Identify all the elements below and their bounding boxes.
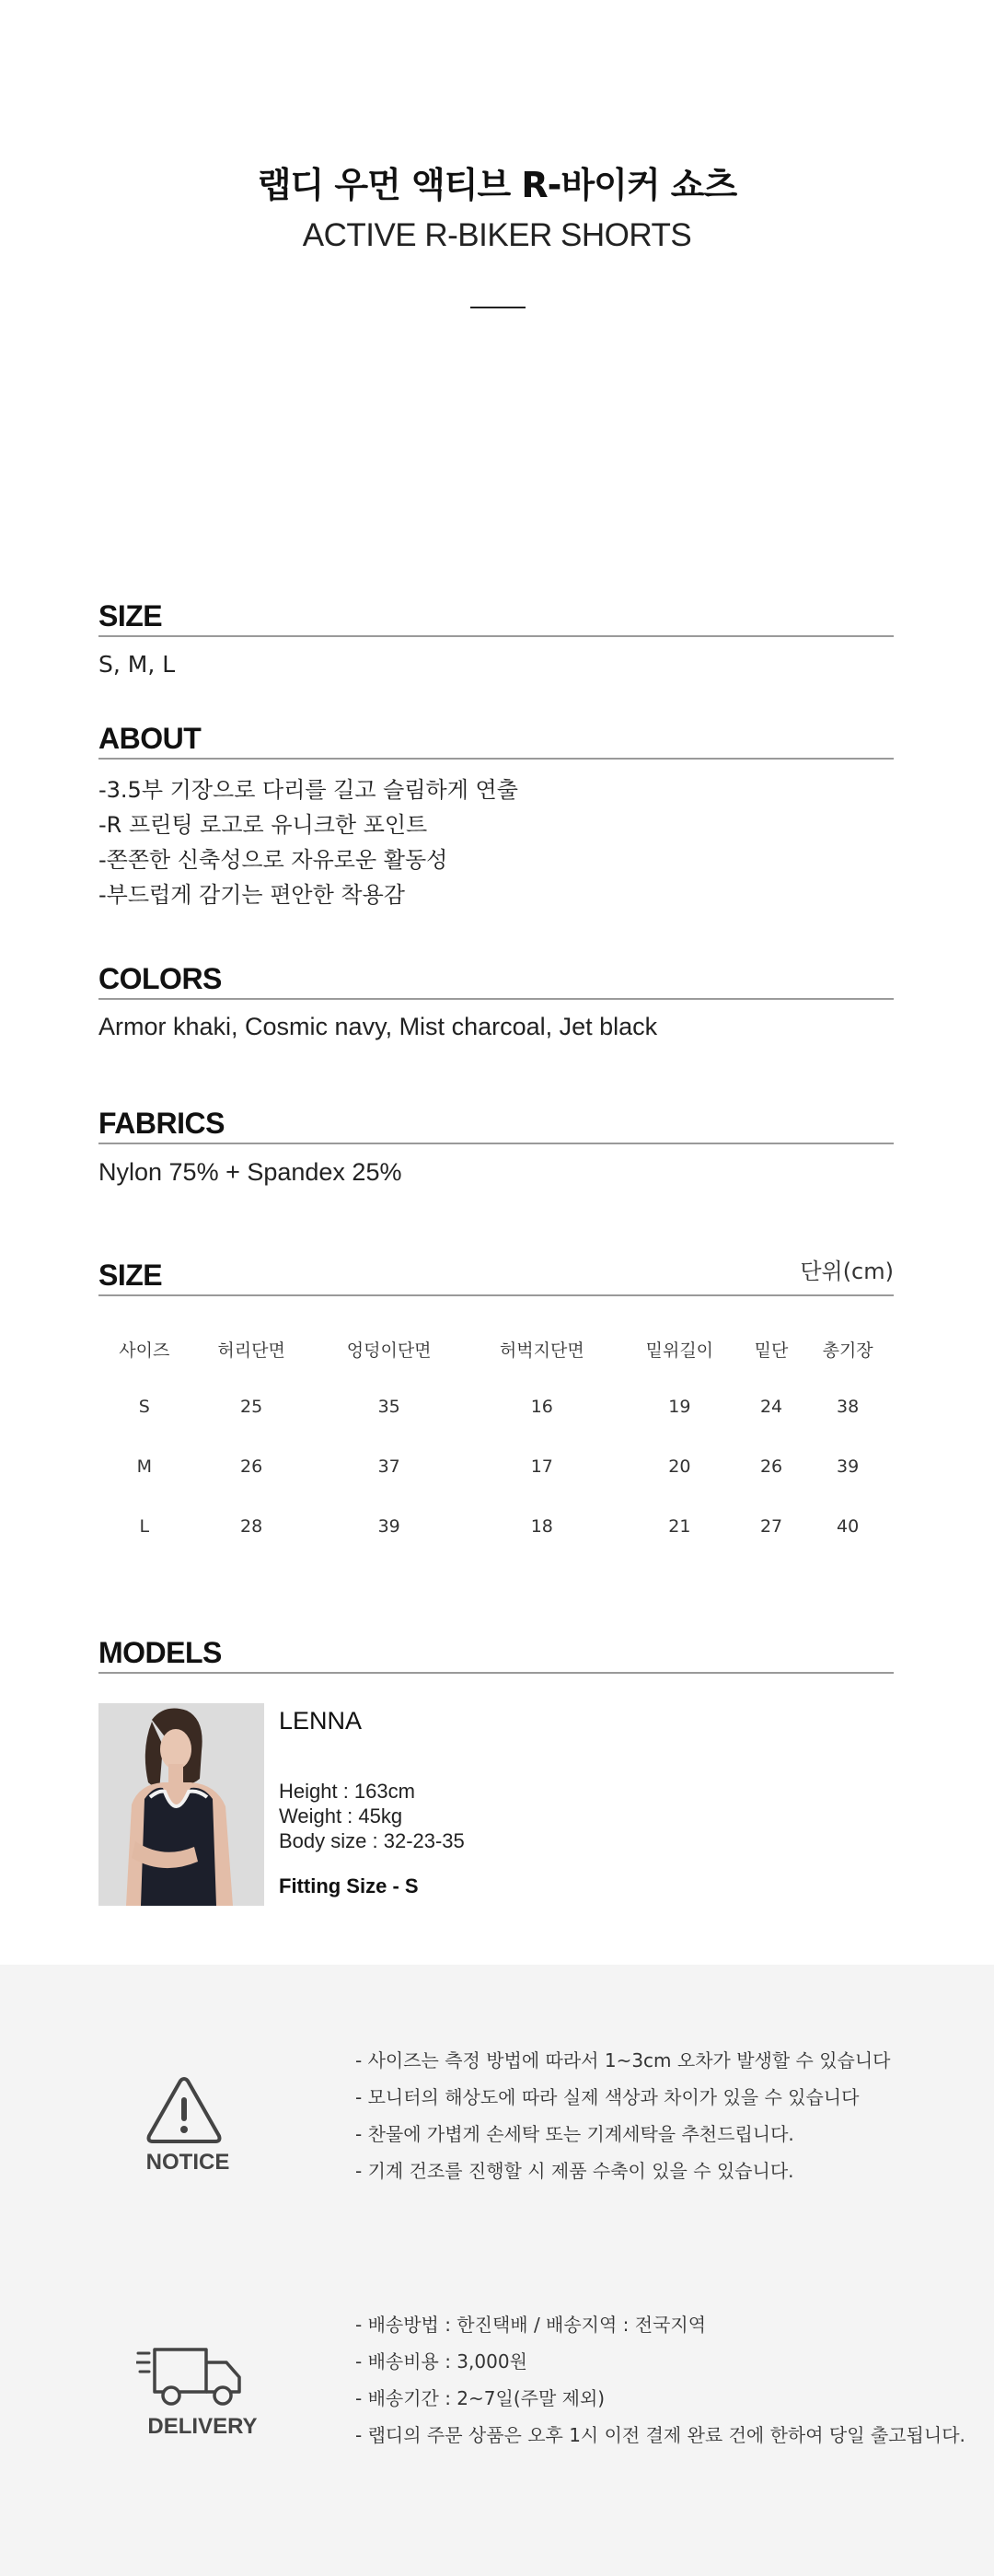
about-item: -쫀쫀한 신축성으로 자유로운 활동성 xyxy=(98,847,448,873)
size-table-header-cell: 사이즈 xyxy=(119,1340,170,1361)
fabrics-heading: FABRICS xyxy=(98,1107,225,1140)
about-item: -R 프린팅 로고로 유니크한 포인트 xyxy=(98,812,428,838)
about-list xyxy=(98,772,518,912)
table-cell: 25 xyxy=(240,1396,263,1417)
about-section-header xyxy=(98,708,894,760)
product-title-korean: 랩디 우먼 액티브 R-바이커 쇼츠 xyxy=(257,165,737,205)
delivery-label: DELIVERY xyxy=(147,2414,258,2439)
model-photo xyxy=(98,1703,264,1906)
model-figure-icon xyxy=(98,1703,264,1906)
table-cell: 19 xyxy=(668,1396,691,1417)
delivery-item: - 배송방법 : 한진택배 / 배송지역 : 전국지역 xyxy=(355,2314,707,2336)
size-table-header-cell: 허벅지단면 xyxy=(499,1340,584,1361)
notice-item: - 모니터의 해상도에 따라 실제 색상과 차이가 있을 수 있습니다 xyxy=(355,2086,860,2108)
size-table-header-cell: 엉덩이단면 xyxy=(346,1340,432,1361)
notice-item: - 기계 건조를 진행할 시 제품 수축이 있을 수 있습니다. xyxy=(355,2160,794,2182)
models-heading: MODELS xyxy=(98,1636,222,1669)
size-table-header-cell: 밑단 xyxy=(754,1340,789,1361)
colors-value: Armor khaki, Cosmic navy, Mist charcoal, Jet black xyxy=(98,1013,658,1040)
size-heading: SIZE xyxy=(98,599,163,632)
table-cell: 39 xyxy=(377,1515,400,1537)
size-chart-heading: SIZE xyxy=(98,1259,163,1292)
table-cell: 26 xyxy=(759,1456,783,1477)
table-cell: 26 xyxy=(240,1456,263,1477)
table-cell: 27 xyxy=(759,1515,783,1537)
table-cell: M xyxy=(136,1456,153,1477)
delivery-item: - 배송비용 : 3,000원 xyxy=(355,2350,527,2373)
size-table-header-cell: 밑위길이 xyxy=(645,1340,714,1361)
warning-triangle-icon xyxy=(145,2075,223,2145)
title-divider xyxy=(470,307,526,308)
notice-list xyxy=(355,2042,890,2189)
table-cell: 35 xyxy=(377,1396,400,1417)
table-cell: 39 xyxy=(837,1456,860,1477)
size-table-header-row xyxy=(98,1321,894,1376)
model-body-size: Body size : 32-23-35 xyxy=(279,1829,465,1852)
fabrics-section-header xyxy=(98,1093,894,1144)
table-row xyxy=(98,1436,894,1496)
size-chart-unit: 단위(cm) xyxy=(800,1259,894,1284)
about-item: -3.5부 기장으로 다리를 길고 슬림하게 연출 xyxy=(98,777,518,803)
table-cell: 37 xyxy=(377,1456,400,1477)
notice-label: NOTICE xyxy=(145,2150,230,2175)
models-section-header xyxy=(98,1622,894,1674)
delivery-list xyxy=(355,2306,965,2454)
model-weight: Weight : 45kg xyxy=(279,1804,403,1828)
product-title-english: ACTIVE R-BIKER SHORTS xyxy=(302,217,692,253)
about-heading: ABOUT xyxy=(98,722,202,755)
size-table-header-cell: 허리단면 xyxy=(217,1340,285,1361)
table-cell: 38 xyxy=(837,1396,860,1417)
table-cell: 18 xyxy=(530,1515,553,1537)
table-row xyxy=(98,1376,894,1436)
model-height: Height : 163cm xyxy=(279,1780,415,1803)
table-cell: 24 xyxy=(759,1396,783,1417)
table-cell: 28 xyxy=(240,1515,263,1537)
size-chart-section-header xyxy=(98,1245,894,1296)
table-cell: 21 xyxy=(668,1515,691,1537)
delivery-truck-icon xyxy=(136,2346,245,2408)
table-row xyxy=(98,1496,894,1556)
table-cell: 40 xyxy=(837,1515,860,1537)
about-item: -부드럽게 감기는 편안한 착용감 xyxy=(98,882,405,908)
fabrics-value: Nylon 75% + Spandex 25% xyxy=(98,1158,402,1186)
model-fitting-size: Fitting Size - S xyxy=(279,1874,419,1897)
delivery-item: - 랩디의 주문 상품은 오후 1시 이전 결제 완료 건에 한하여 당일 출고됩니다. xyxy=(355,2424,965,2446)
size-table-header-cell: 총기장 xyxy=(822,1340,873,1361)
colors-heading: COLORS xyxy=(98,962,222,995)
table-cell: S xyxy=(138,1396,150,1417)
size-table xyxy=(98,1321,894,1556)
size-section-header xyxy=(98,586,894,637)
table-cell: 17 xyxy=(530,1456,553,1477)
delivery-item: - 배송기간 : 2~7일(주말 제외) xyxy=(355,2387,606,2409)
colors-section-header xyxy=(98,948,894,1000)
notice-item: - 찬물에 가볍게 손세탁 또는 기계세탁을 추천드립니다. xyxy=(355,2123,794,2145)
model-stats xyxy=(279,1779,465,1853)
table-cell: 16 xyxy=(530,1396,553,1417)
table-cell: 20 xyxy=(668,1456,691,1477)
notice-item: - 사이즈는 측정 방법에 따라서 1~3cm 오차가 발생할 수 있습니다 xyxy=(355,2049,891,2071)
size-value: S, M, L xyxy=(98,651,176,678)
table-cell: L xyxy=(139,1515,150,1537)
model-name: LENNA xyxy=(279,1707,363,1735)
